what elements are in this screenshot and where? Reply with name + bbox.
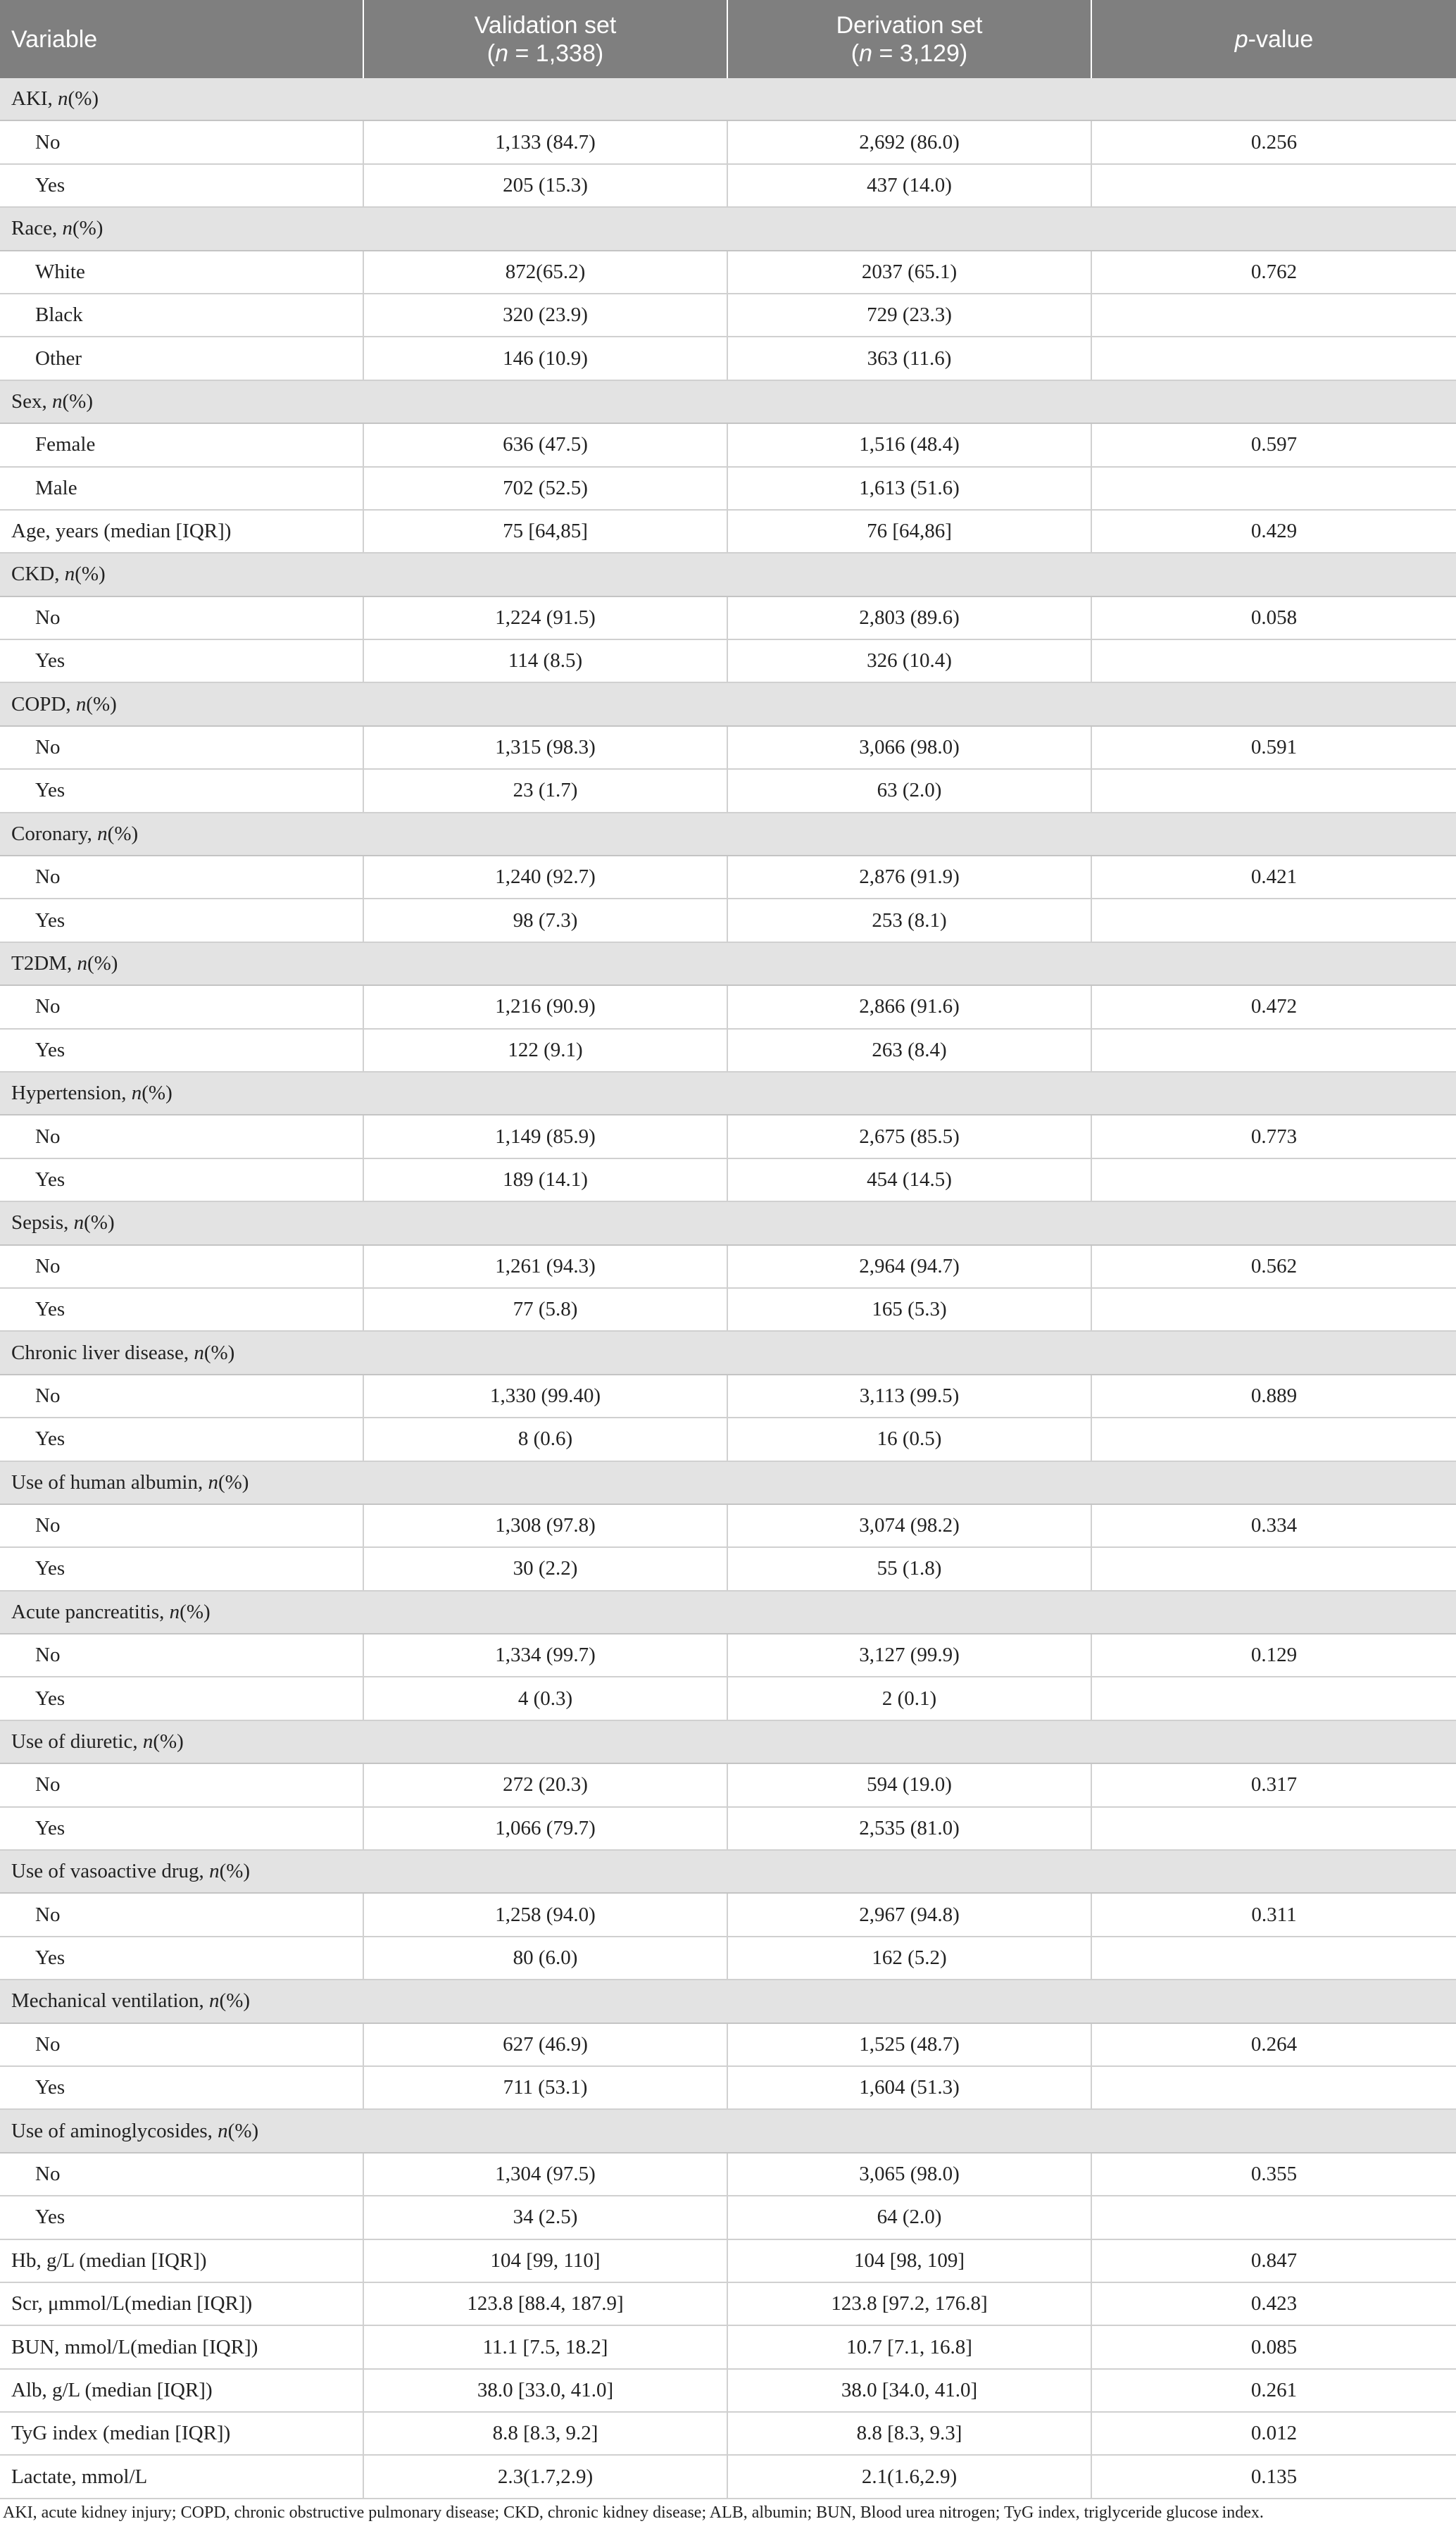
derivation-value: 454 (14.5) — [727, 1158, 1091, 1201]
table-row — [0, 1375, 1456, 1418]
validation-value: 636 (47.5) — [363, 423, 727, 466]
derivation-value: 63 (2.0) — [727, 769, 1091, 812]
table-row — [0, 120, 1456, 163]
row-label: No — [0, 1634, 363, 1677]
header-validation — [363, 0, 727, 78]
table-row — [0, 1893, 1456, 1936]
validation-value: 627 (46.9) — [363, 2023, 727, 2066]
derivation-value: 2,964 (94.7) — [727, 1245, 1091, 1288]
p-value: 0.847 — [1091, 2239, 1456, 2282]
p-value: 0.889 — [1091, 1375, 1456, 1418]
validation-value: 75 [64,85] — [363, 510, 727, 553]
derivation-value: 2,535 (81.0) — [727, 1807, 1091, 1850]
p-value — [1091, 1288, 1456, 1331]
table-group-row — [0, 1720, 1456, 1763]
validation-value: 8.8 [8.3, 9.2] — [363, 2412, 727, 2455]
validation-value: 104 [99, 110] — [363, 2239, 727, 2282]
p-value — [1091, 899, 1456, 942]
p-value — [1091, 1418, 1456, 1461]
row-label: Yes — [0, 164, 363, 207]
table-row — [0, 1158, 1456, 1201]
p-value: 0.012 — [1091, 2412, 1456, 2455]
p-value: 0.597 — [1091, 423, 1456, 466]
validation-value: 114 (8.5) — [363, 639, 727, 682]
p-value — [1091, 1807, 1456, 1850]
p-value — [1091, 769, 1456, 812]
row-label: White — [0, 251, 363, 294]
p-value: 0.135 — [1091, 2455, 1456, 2498]
validation-value: 1,066 (79.7) — [363, 1807, 727, 1850]
derivation-value: 437 (14.0) — [727, 164, 1091, 207]
derivation-value: 55 (1.8) — [727, 1547, 1091, 1590]
header-derivation-n: (n = 3,129) — [851, 39, 968, 67]
p-value: 0.762 — [1091, 251, 1456, 294]
p-value: 0.421 — [1091, 856, 1456, 899]
table-row — [0, 294, 1456, 337]
p-value: 0.317 — [1091, 1763, 1456, 1806]
derivation-value: 2,675 (85.5) — [727, 1115, 1091, 1158]
table-group-row — [0, 942, 1456, 985]
validation-value: 1,334 (99.7) — [363, 1634, 727, 1677]
group-label: Chronic liver disease, n(%) — [0, 1331, 1456, 1374]
group-label: Sex, n(%) — [0, 380, 1456, 423]
table-row — [0, 164, 1456, 207]
p-value: 0.472 — [1091, 985, 1456, 1028]
table-row — [0, 985, 1456, 1028]
header-validation-n: (n = 1,338) — [487, 39, 604, 67]
header-pvalue: p-value — [1091, 0, 1456, 78]
validation-value: 320 (23.9) — [363, 294, 727, 337]
row-label: Lactate, mmol/L — [0, 2455, 363, 2498]
row-label: No — [0, 120, 363, 163]
row-label: Yes — [0, 899, 363, 942]
p-value — [1091, 1029, 1456, 1072]
validation-value: 122 (9.1) — [363, 1029, 727, 1072]
validation-value: 1,224 (91.5) — [363, 596, 727, 639]
p-value — [1091, 1547, 1456, 1590]
table-row — [0, 2455, 1456, 2498]
table-group-row — [0, 1201, 1456, 1244]
validation-value: 1,133 (84.7) — [363, 120, 727, 163]
table-row — [0, 2196, 1456, 2239]
row-label: TyG index (median [IQR]) — [0, 2412, 363, 2455]
row-label: Yes — [0, 1677, 363, 1720]
validation-value: 80 (6.0) — [363, 1937, 727, 1980]
group-label: Acute pancreatitis, n(%) — [0, 1591, 1456, 1634]
derivation-value: 2,866 (91.6) — [727, 985, 1091, 1028]
table-row — [0, 1807, 1456, 1850]
derivation-value: 253 (8.1) — [727, 899, 1091, 942]
table-row — [0, 726, 1456, 769]
row-label: Male — [0, 467, 363, 510]
table-row — [0, 2282, 1456, 2325]
row-label: BUN, mmol/L(median [IQR]) — [0, 2325, 363, 2368]
table-row — [0, 2239, 1456, 2282]
p-value: 0.773 — [1091, 1115, 1456, 1158]
group-label: Use of aminoglycosides, n(%) — [0, 2109, 1456, 2152]
row-label: No — [0, 2153, 363, 2196]
group-label: COPD, n(%) — [0, 682, 1456, 725]
row-label: Yes — [0, 769, 363, 812]
derivation-value: 2 (0.1) — [727, 1677, 1091, 1720]
row-label: No — [0, 1245, 363, 1288]
p-value — [1091, 639, 1456, 682]
header-variable: Variable — [0, 0, 363, 78]
p-value: 0.058 — [1091, 596, 1456, 639]
derivation-value: 8.8 [8.3, 9.3] — [727, 2412, 1091, 2455]
table-row — [0, 1029, 1456, 1072]
row-label: Yes — [0, 1418, 363, 1461]
p-value — [1091, 467, 1456, 510]
derivation-value: 165 (5.3) — [727, 1288, 1091, 1331]
p-value — [1091, 294, 1456, 337]
group-label: Use of diuretic, n(%) — [0, 1720, 1456, 1763]
table-group-row — [0, 1591, 1456, 1634]
table-row — [0, 2066, 1456, 2109]
validation-value: 77 (5.8) — [363, 1288, 727, 1331]
validation-value: 123.8 [88.4, 187.9] — [363, 2282, 727, 2325]
derivation-value: 16 (0.5) — [727, 1418, 1091, 1461]
row-label: No — [0, 985, 363, 1028]
validation-value: 23 (1.7) — [363, 769, 727, 812]
row-label: No — [0, 726, 363, 769]
derivation-value: 3,065 (98.0) — [727, 2153, 1091, 2196]
p-value — [1091, 1937, 1456, 1980]
row-label: Female — [0, 423, 363, 466]
row-label: No — [0, 1763, 363, 1806]
derivation-value: 2.1(1.6,2.9) — [727, 2455, 1091, 2498]
group-label: Mechanical ventilation, n(%) — [0, 1980, 1456, 2023]
row-label: No — [0, 856, 363, 899]
derivation-value: 38.0 [34.0, 41.0] — [727, 2369, 1091, 2412]
table-group-row — [0, 2109, 1456, 2152]
table-row — [0, 639, 1456, 682]
derivation-value: 123.8 [97.2, 176.8] — [727, 2282, 1091, 2325]
table-group-row — [0, 1072, 1456, 1115]
derivation-value: 2,967 (94.8) — [727, 1893, 1091, 1936]
row-label: No — [0, 1504, 363, 1547]
p-value: 0.129 — [1091, 1634, 1456, 1677]
p-value — [1091, 2196, 1456, 2239]
row-label: Hb, g/L (median [IQR]) — [0, 2239, 363, 2282]
row-label: No — [0, 1115, 363, 1158]
derivation-value: 10.7 [7.1, 16.8] — [727, 2325, 1091, 2368]
table-group-row — [0, 1461, 1456, 1504]
row-label: No — [0, 1375, 363, 1418]
table-row — [0, 1288, 1456, 1331]
table-row — [0, 1763, 1456, 1806]
row-label: Yes — [0, 639, 363, 682]
row-label: Yes — [0, 2066, 363, 2109]
validation-value: 711 (53.1) — [363, 2066, 727, 2109]
row-label: Black — [0, 294, 363, 337]
derivation-value: 64 (2.0) — [727, 2196, 1091, 2239]
table-row — [0, 2325, 1456, 2368]
p-value — [1091, 337, 1456, 380]
table-row — [0, 856, 1456, 899]
derivation-value: 263 (8.4) — [727, 1029, 1091, 1072]
row-label: Yes — [0, 1937, 363, 1980]
header-derivation-title: Derivation set — [836, 11, 983, 39]
table-row — [0, 251, 1456, 294]
table-header-row — [0, 0, 1456, 78]
row-label: Alb, g/L (median [IQR]) — [0, 2369, 363, 2412]
row-label: No — [0, 1893, 363, 1936]
derivation-value: 326 (10.4) — [727, 639, 1091, 682]
validation-value: 1,261 (94.3) — [363, 1245, 727, 1288]
p-value: 0.311 — [1091, 1893, 1456, 1936]
table-row — [0, 1418, 1456, 1461]
row-label: Age, years (median [IQR]) — [0, 510, 363, 553]
table-row — [0, 2369, 1456, 2412]
p-value — [1091, 1677, 1456, 1720]
table-row — [0, 1677, 1456, 1720]
table-group-row — [0, 1331, 1456, 1374]
table-row — [0, 1547, 1456, 1590]
p-value: 0.085 — [1091, 2325, 1456, 2368]
validation-value: 2.3(1.7,2.9) — [363, 2455, 727, 2498]
group-label: Use of vasoactive drug, n(%) — [0, 1850, 1456, 1893]
table-row — [0, 2153, 1456, 2196]
validation-value: 8 (0.6) — [363, 1418, 727, 1461]
header-validation-title: Validation set — [474, 11, 617, 39]
table-row — [0, 1634, 1456, 1677]
p-value — [1091, 1158, 1456, 1201]
group-label: Use of human albumin, n(%) — [0, 1461, 1456, 1504]
derivation-value: 729 (23.3) — [727, 294, 1091, 337]
row-label: Yes — [0, 1158, 363, 1201]
row-label: Yes — [0, 1807, 363, 1850]
table-row — [0, 769, 1456, 812]
derivation-value: 1,516 (48.4) — [727, 423, 1091, 466]
p-value: 0.256 — [1091, 120, 1456, 163]
validation-value: 1,330 (99.40) — [363, 1375, 727, 1418]
table-row — [0, 510, 1456, 553]
p-value: 0.264 — [1091, 2023, 1456, 2066]
derivation-value: 1,525 (48.7) — [727, 2023, 1091, 2066]
table-row — [0, 2412, 1456, 2455]
validation-value: 38.0 [33.0, 41.0] — [363, 2369, 727, 2412]
group-label: CKD, n(%) — [0, 553, 1456, 596]
row-label: No — [0, 2023, 363, 2066]
row-label: Other — [0, 337, 363, 380]
table-group-row — [0, 207, 1456, 250]
validation-value: 205 (15.3) — [363, 164, 727, 207]
derivation-value: 2,692 (86.0) — [727, 120, 1091, 163]
derivation-value: 3,113 (99.5) — [727, 1375, 1091, 1418]
group-label: Race, n(%) — [0, 207, 1456, 250]
validation-value: 1,149 (85.9) — [363, 1115, 727, 1158]
validation-value: 1,240 (92.7) — [363, 856, 727, 899]
table-row — [0, 423, 1456, 466]
table-row — [0, 1245, 1456, 1288]
p-value: 0.355 — [1091, 2153, 1456, 2196]
row-label: No — [0, 596, 363, 639]
table-group-row — [0, 682, 1456, 725]
table-row — [0, 1937, 1456, 1980]
p-value: 0.562 — [1091, 1245, 1456, 1288]
table-group-row — [0, 1980, 1456, 2023]
validation-value: 872(65.2) — [363, 251, 727, 294]
derivation-value: 363 (11.6) — [727, 337, 1091, 380]
derivation-value: 594 (19.0) — [727, 1763, 1091, 1806]
p-value — [1091, 164, 1456, 207]
validation-value: 30 (2.2) — [363, 1547, 727, 1590]
group-label: AKI, n(%) — [0, 78, 1456, 120]
row-label: Scr, μmmol/L(median [IQR]) — [0, 2282, 363, 2325]
p-value: 0.261 — [1091, 2369, 1456, 2412]
derivation-value: 3,066 (98.0) — [727, 726, 1091, 769]
p-value: 0.334 — [1091, 1504, 1456, 1547]
table-group-row — [0, 813, 1456, 856]
validation-value: 146 (10.9) — [363, 337, 727, 380]
derivation-value: 1,604 (51.3) — [727, 2066, 1091, 2109]
group-label: Coronary, n(%) — [0, 813, 1456, 856]
derivation-value: 2,803 (89.6) — [727, 596, 1091, 639]
table-row — [0, 899, 1456, 942]
table-body — [0, 78, 1456, 2499]
derivation-value: 2,876 (91.9) — [727, 856, 1091, 899]
validation-value: 272 (20.3) — [363, 1763, 727, 1806]
validation-value: 1,304 (97.5) — [363, 2153, 727, 2196]
table-footnote: AKI, acute kidney injury; COPD, chronic obstructive pulmonary disease; CKD, chronic kidney disease; ALB, albumin; BUN, Blood urea nitrogen; TyG index, triglyceride glucose index. — [3, 2503, 1264, 2522]
derivation-value: 1,613 (51.6) — [727, 467, 1091, 510]
validation-value: 4 (0.3) — [363, 1677, 727, 1720]
validation-value: 1,315 (98.3) — [363, 726, 727, 769]
table-group-row — [0, 78, 1456, 120]
table-group-row — [0, 380, 1456, 423]
table-row — [0, 467, 1456, 510]
row-label: Yes — [0, 1547, 363, 1590]
table-row — [0, 337, 1456, 380]
table-row — [0, 1504, 1456, 1547]
p-value: 0.591 — [1091, 726, 1456, 769]
table-group-row — [0, 553, 1456, 596]
row-label: Yes — [0, 1288, 363, 1331]
validation-value: 34 (2.5) — [363, 2196, 727, 2239]
p-value: 0.423 — [1091, 2282, 1456, 2325]
validation-value: 189 (14.1) — [363, 1158, 727, 1201]
validation-value: 1,258 (94.0) — [363, 1893, 727, 1936]
table-row — [0, 596, 1456, 639]
group-label: T2DM, n(%) — [0, 942, 1456, 985]
validation-value: 702 (52.5) — [363, 467, 727, 510]
group-label: Hypertension, n(%) — [0, 1072, 1456, 1115]
derivation-value: 104 [98, 109] — [727, 2239, 1091, 2282]
p-value: 0.429 — [1091, 510, 1456, 553]
validation-value: 11.1 [7.5, 18.2] — [363, 2325, 727, 2368]
table-row — [0, 1115, 1456, 1158]
derivation-value: 76 [64,86] — [727, 510, 1091, 553]
derivation-value: 162 (5.2) — [727, 1937, 1091, 1980]
table-group-row — [0, 1850, 1456, 1893]
derivation-value: 3,074 (98.2) — [727, 1504, 1091, 1547]
derivation-value: 3,127 (99.9) — [727, 1634, 1091, 1677]
validation-value: 1,216 (90.9) — [363, 985, 727, 1028]
validation-value: 98 (7.3) — [363, 899, 727, 942]
header-derivation — [727, 0, 1091, 78]
table-row — [0, 2023, 1456, 2066]
row-label: Yes — [0, 1029, 363, 1072]
p-value — [1091, 2066, 1456, 2109]
validation-value: 1,308 (97.8) — [363, 1504, 727, 1547]
derivation-value: 2037 (65.1) — [727, 251, 1091, 294]
group-label: Sepsis, n(%) — [0, 1201, 1456, 1244]
row-label: Yes — [0, 2196, 363, 2239]
